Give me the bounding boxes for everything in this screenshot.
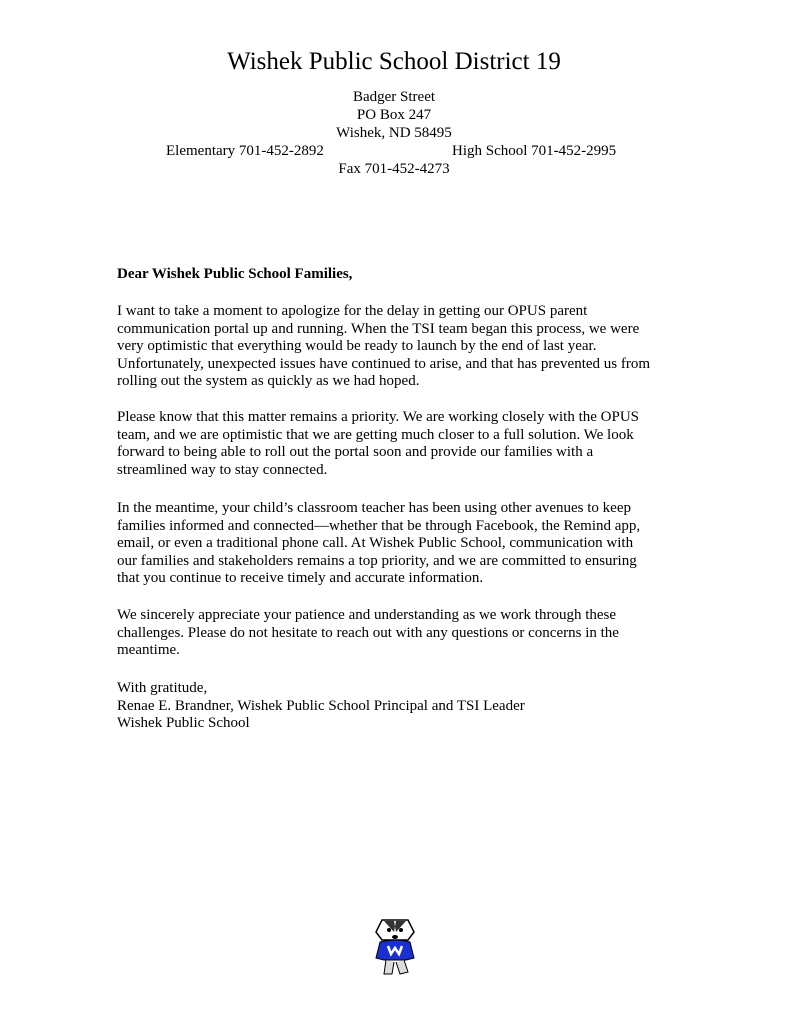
- paragraph-4: [117, 607, 677, 660]
- district-title: Wishek Public School District 19: [227, 48, 561, 75]
- text-line: team, and we are optimistic that we are getting much closer to a full solution. We look: [117, 426, 634, 443]
- paragraph-2: [117, 409, 677, 479]
- text-line: that you continue to receive timely and accurate information.: [117, 570, 484, 587]
- po-box: PO Box 247: [356, 107, 432, 123]
- high-school-phone: High School 701-452-2995: [452, 143, 617, 159]
- signer: Renae E. Brandner, Wishek Public School Principal and TSI Leader: [117, 697, 525, 714]
- paragraph-3: [117, 500, 677, 588]
- text-line: Unfortunately, unexpected issues have continued to arise, and that has prevented us from: [117, 355, 651, 372]
- text-line: email, or even a traditional phone call. At Wishek Public School, communication with: [117, 535, 634, 552]
- badger-mascot-logo: [364, 914, 426, 978]
- address-block: [0, 88, 788, 142]
- text-line: We sincerely appreciate your patience and understanding as we work through these: [117, 607, 617, 623]
- text-line: our families and stakeholders remains a top priority, and we are committed to ensuring: [117, 552, 637, 569]
- text-line: meantime.: [117, 642, 180, 659]
- text-line: families informed and connected—whether that be through Facebook, the Remind app,: [117, 517, 641, 534]
- elementary-phone: Elementary 701-452-2892: [166, 143, 324, 159]
- fax: Fax 701-452-4273: [338, 161, 450, 177]
- text-line: rolling out the system as quickly as we had hoped.: [117, 373, 420, 390]
- greeting: Dear Wishek Public School Families,: [117, 266, 353, 282]
- city: Wishek, ND 58495: [336, 125, 452, 141]
- text-line: I want to take a moment to apologize for the delay in getting our OPUS parent: [117, 303, 588, 319]
- street: Badger Street: [352, 89, 436, 105]
- text-line: In the meantime, your child’s classroom teacher has been using other avenues to keep: [117, 500, 631, 516]
- organization: Wishek Public School: [117, 715, 250, 732]
- text-line: Please know that this matter remains a priority. We are working closely with the OPUS: [117, 409, 640, 425]
- text-line: forward to being able to roll out the portal soon and provide our families with a: [117, 444, 594, 461]
- text-line: streamlined way to stay connected.: [117, 461, 328, 478]
- closing: With gratitude,: [117, 680, 208, 696]
- text-line: challenges. Please do not hesitate to reach out with any questions or concerns in the: [117, 624, 619, 641]
- paragraph-1: [117, 303, 677, 391]
- text-line: very optimistic that everything would be ready to launch by the end of last year.: [117, 338, 597, 355]
- text-line: communication portal up and running. When the TSI team began this process, we were: [117, 320, 640, 337]
- signature-block: [117, 680, 677, 733]
